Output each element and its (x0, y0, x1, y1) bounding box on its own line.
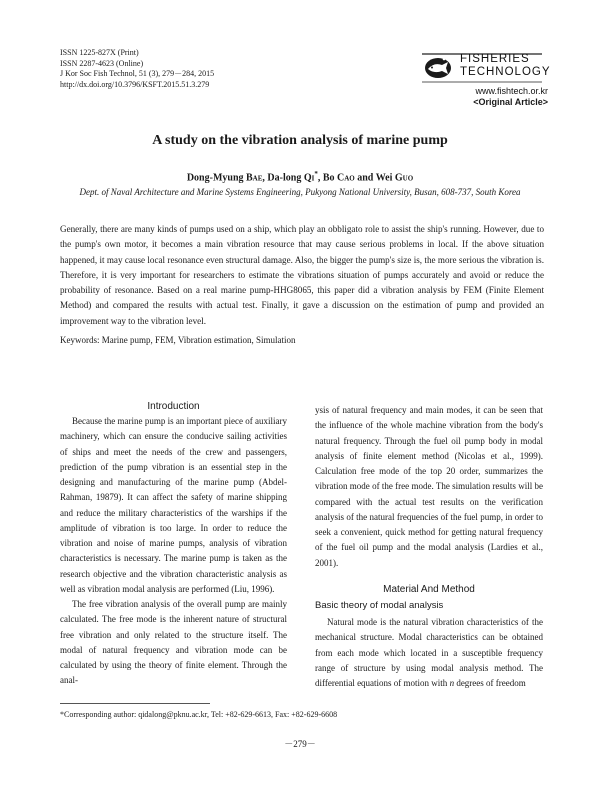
introduction-heading: Introduction (147, 401, 200, 412)
author-2-given: Da-long (267, 172, 304, 184)
author-4-given: Wei (375, 172, 395, 184)
right-column (315, 403, 543, 571)
method-subheading: Basic theory of modal analysis (315, 600, 444, 611)
author-4-family: Guo (394, 172, 414, 184)
intro-paragraph-2: The free vibration analysis of the overall pump are mainly calculated. The free mode is the inherent nature of structural free vibration and only related to the structure itself. The modal of natural frequency and vibration mode can be calculated by using the theory of finite element. Through the anal- (60, 599, 287, 686)
corresponding-mark: * (314, 170, 318, 178)
method-text-a: Natural mode is the natural vibration characteristics of the mechanical structure. Modal characteristics can be obtained from each mode which located in a susceptible frequency range of structure by using modal analysis method. The differential equations of motion with (315, 617, 543, 688)
method-text-b: degrees of freedom (454, 678, 526, 688)
issn-online: ISSN 2287-4623 (Online) (60, 58, 144, 68)
method-text (315, 615, 543, 691)
paper-title: A study on the vibration analysis of marine pump (152, 133, 448, 148)
footnote-rule (60, 703, 210, 704)
article-type: <Original Article> (473, 97, 548, 107)
page-number: －279－ (284, 739, 316, 749)
abstract: Generally, there are many kinds of pumps used on a ship, which play an obbligato role to assist the ship's running. However, due to the pump's own motor, it becomes a main vibration resource that may cause serious problems in local. If the above situation happened, it may cause local resonance even structural damage. Also, the bigger the pump's size is, the more serious the vibration is. Therefore, it is very important for researchers to estimate the vibrations situation of pumps accurately and avoid or reduce the probability of resonance. Based on a real marine pump-HHG8065, this paper did a vibration analysis by FEM (Finite Element Method) and compared the results with actual test. Finally, it gave a discussion on the estimation of pump and provided an improvement way to the vibration level. (60, 224, 544, 326)
intro-paragraph-3: ysis of natural frequency and main modes, it can be seen that the influence of the whole machine vibration from the body's natural frequency. Through the fuel oil pump body in modal analysis of finite element method (Nicolas et al., 1999). Calculation free mode of the top 20 order, summarizes the vibration mode of the free mode. The simulation results will be compared with the actual test results on the verification analysis of the natural frequencies of the fuel pump, in order to seek a convenient, quick method for getting natural frequency of the fuel oil pump and the modal analysis (Lardies et al., 2001). (315, 405, 543, 568)
logo-line-1: FISHERIES (460, 53, 530, 65)
author-separator: , (262, 172, 268, 184)
author-3-given: Bo (322, 172, 338, 184)
method-var-n: n (449, 678, 455, 688)
journal-logo-text (460, 53, 551, 79)
author-3-family: Cao (337, 172, 355, 184)
keywords: Keywords: Marine pump, FEM, Vibration estimation, Simulation (60, 335, 296, 345)
doi-link[interactable]: http://dx.doi.org/10.3796/KSFT.2015.51.3.279 (60, 79, 210, 89)
author-separator: , (317, 172, 323, 184)
intro-paragraph-1: Because the marine pump is an important piece of auxiliary machinery, which can ensure the conducive sailing activities of ships and meet the needs of the crew and passengers, prediction of the pump vibration is an essential step in the designing and manufacturing of the marine pump (Abdel-Rahman, 19879). It can affect the safety of marine shipping and reduce the military characteristics of the warships if the amplitude of vibration is too large. In order to reduce the vibration and noise of marine pumps, analysis of vibration characteristics is necessary. The marine pump is taken as the research objective and the vibration characteristic analysis as well as vibration modal analysis are performed (Liu, 1996). (60, 416, 287, 594)
left-column (60, 414, 287, 689)
affiliation: Dept. of Naval Architecture and Marine Systems Engineering, Pukyong National University, Busan, 608-737, South Korea (79, 187, 521, 197)
author-separator: and (354, 172, 376, 184)
author-1-family: Bae (246, 172, 263, 184)
journal-url[interactable]: www.fishtech.or.kr (475, 86, 548, 96)
corresponding-author-footnote: *Corresponding author: qidalong@pknu.ac.kr, Tel: +82-629-6613, Fax: +82-629-6608 (60, 710, 338, 719)
citation-block (60, 48, 214, 90)
journal-citation: J Kor Soc Fish Technol, 51 (3), 279－284, 2015 (60, 69, 215, 79)
author-2-family: Qi (303, 172, 315, 184)
logo-line-2: TECHNOLOGY (460, 66, 551, 78)
method-heading: Material And Method (383, 584, 475, 595)
author-1-given: Dong-Myung (186, 172, 247, 184)
issn-print: ISSN 1225-827X (Print) (60, 48, 139, 57)
method-paragraph-1 (315, 615, 543, 691)
author-list (0, 170, 600, 183)
